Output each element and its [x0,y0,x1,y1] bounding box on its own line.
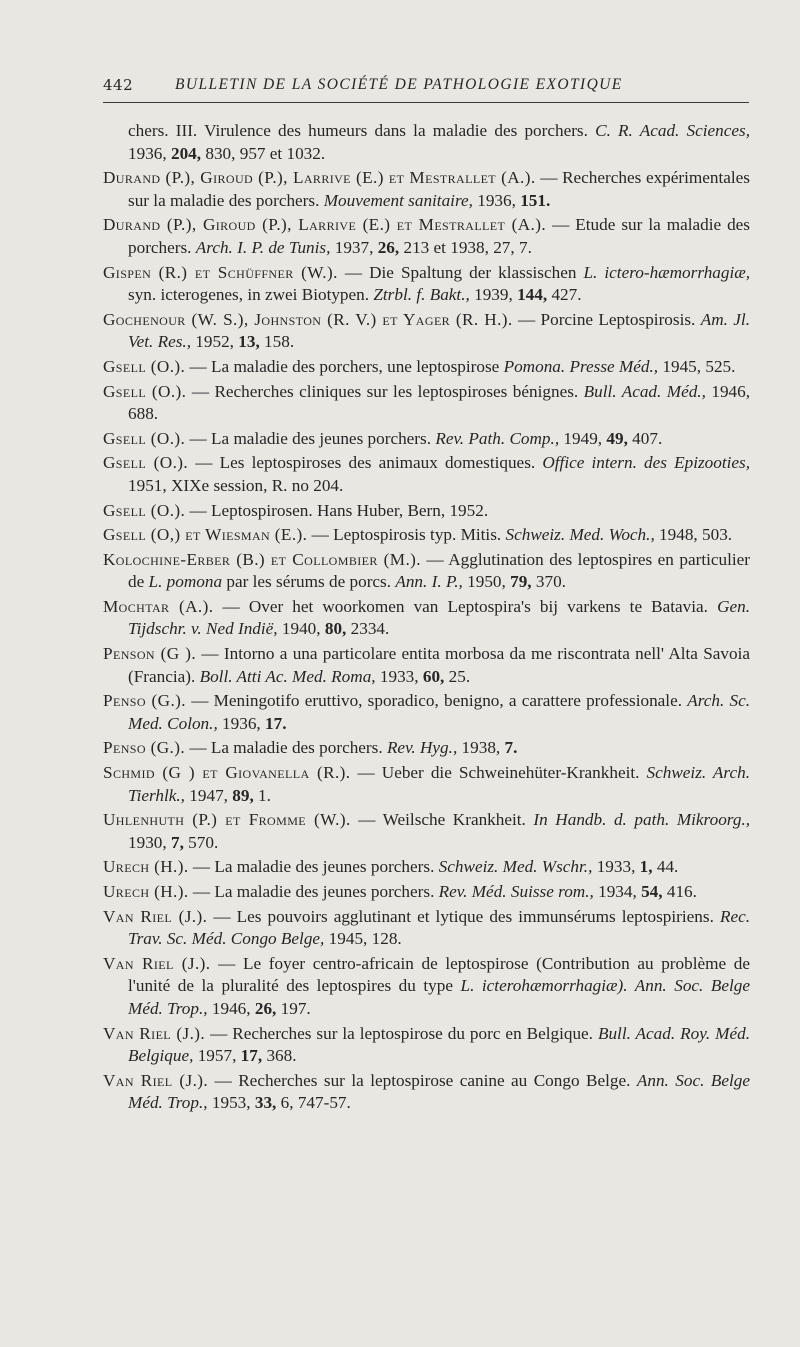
reference-title: — Recherches cliniques sur les leptospiroses bénignes. [191,381,579,401]
reference-authors: Durand (P.), Giroud (P.), Larrive (E.) et Mestrallet (A.). [103,168,536,188]
reference-pages: 407. [632,428,663,448]
reference-pages: 128. [371,929,402,949]
reference-year: 1951, XIXe session, R. no 204. [128,475,344,495]
reference-year: 1946, [211,998,251,1018]
reference-year: 1957, [197,1046,237,1066]
running-title: BULLETIN DE LA SOCIÉTÉ DE PATHOLOGIE EXOTIQUE [175,76,623,93]
reference-volume: 80, [324,619,347,639]
reference-source: Office intern. des Epizooties, [542,453,751,473]
reference-title: — Intorno a una particolare entita morbosa da me riscontrata nell' Alta Savoia (Francia). [128,644,750,686]
reference-volume: 79, [510,572,532,592]
reference-entry [103,428,750,451]
reference-volume: 144, [517,285,548,305]
reference-source: L. pomona [148,572,223,592]
reference-entry [103,214,750,259]
reference-entry [103,1070,750,1115]
reference-pages: 1. [258,785,271,805]
reference-title: — La maladie des porchers. [189,738,383,758]
reference-volume: 49, [606,428,628,448]
reference-volume: 33, [254,1093,277,1113]
reference-year: 1949, [563,428,603,448]
reference-source: Rev. Hyg., [386,738,458,758]
reference-pages: 370. [535,572,566,592]
reference-source: In Handb. d. path. Mikroorg., [533,810,751,830]
reference-title: — Leptospirosen. Hans Huber, Bern, 1952. [189,500,489,520]
reference-volume: 60, [422,666,445,686]
reference-title: — Les leptospiroses des animaux domestiques. [195,453,536,473]
reference-year: par les sérums de porcs. [226,572,392,592]
reference-volume: 7, [170,832,184,852]
reference-entry [103,906,750,951]
running-header [103,74,750,102]
reference-authors: Gsell (O.). [103,428,186,448]
reference-year: 1940, [281,619,321,639]
reference-volume: 89, [232,785,254,805]
reference-year: 1936, [128,143,167,163]
reference-year: 1937, [334,237,374,257]
reference-entry [103,881,750,904]
reference-entry [103,381,750,426]
reference-volume: 7. [504,738,518,758]
reference-pages: 44. [656,857,679,877]
reference-authors: Penso (G.). [103,691,186,711]
reference-title: — Recherches sur la leptospirose canine au Congo Belge. [214,1070,631,1090]
reference-source: Am. Jl. Vet. Res., [128,309,750,352]
reference-title: — Die Spaltung der klassischen [344,262,577,282]
reference-authors: Van Riel (J.). [103,953,211,973]
reference-title: — Recherches expérimentales sur la maladie des porchers. [128,168,750,210]
reference-year: 1945, [328,929,368,949]
reference-volume: 1, [639,857,653,877]
reference-authors: Schmid (G ) et Giovanella (R.). [103,763,351,783]
reference-authors: Gispen (R.) et Schüffner (W.). [103,262,338,282]
reference-year: 1952, [195,332,234,352]
reference-entry [103,953,750,1021]
reference-authors: Mochtar (A.). [103,596,214,616]
reference-source: Boll. Atti Ac. Med. Roma, [199,666,376,686]
reference-title: — Recherches sur la leptospirose du porc en Belgique. [210,1023,593,1043]
reference-authors: Urech (H.). [103,857,189,877]
reference-authors: Gsell (O,) et Wiesman (E.). [103,525,308,545]
reference-title: — Les pouvoirs agglutinant et lytique des immunsérums leptospiriens. [213,906,714,926]
reference-pages: 213 et 1938, 27, 7. [403,237,532,257]
reference-title: — La maladie des jeunes porchers. [189,428,432,448]
reference-title: — Leptospirosis typ. Mitis. [311,525,502,545]
reference-source: Schweiz. Med. Wschr., [438,857,593,877]
reference-entry [103,524,750,547]
reference-pages: 25. [448,666,471,686]
reference-title: — Meningotifo eruttivo, sporadico, benigno, a carattere professionale. [191,691,683,711]
reference-authors: Van Riel (J.). [103,1023,206,1043]
reference-year: 1948, [659,525,698,545]
reference-entry [103,167,750,212]
reference-authors: Urech (H.). [103,882,189,901]
reference-title: — Porcine Leptospirosis. [518,309,696,329]
reference-pages: 688. [128,404,159,424]
reference-year: 1934, [598,882,637,901]
reference-pages: 2334. [350,619,390,639]
reference-authors: Gochenour (W. S.), Johnston (R. V.) et Yager (R. H.). [103,309,513,329]
reference-source: L. icterohæmorrhagiæ). Ann. Soc. Belge Méd. Trop., [128,976,751,1018]
reference-year: 1945, [662,356,702,376]
reference-year: syn. icterogenes, in zwei Biotypen. [128,285,370,305]
reference-volume: 26, [377,237,400,257]
reference-authors: Durand (P.), Giroud (P.), Larrive (E.) et Mestrallet (A.). [103,215,547,235]
reference-pages: 830, 957 et 1032. [205,143,326,163]
reference-entry [103,737,750,760]
reference-pages: 368. [266,1046,297,1066]
reference-source: Ann. Soc. Belge Méd. Trop., [128,1070,750,1113]
reference-year: 1938, [461,738,501,758]
reference-source: Mouvement sanitaire, [323,190,473,210]
reference-year: 1936, [477,190,516,210]
reference-title: — La maladie des porchers, une leptospirose [189,356,500,376]
reference-entry [103,309,750,354]
reference-entry [103,762,750,807]
reference-year: 1939, [474,285,513,305]
reference-source: Rev. Path. Comp., [435,428,560,448]
reference-volume: 17, [240,1046,263,1066]
reference-source: Arch. Sc. Med. Colon., [128,691,751,733]
reference-title: — La maladie des jeunes porchers. [192,857,435,877]
reference-list [103,120,750,1117]
reference-authors: Kolochine-Erber (B.) et Collombier (M.). [103,549,421,569]
reference-entry [103,596,750,641]
reference-source: Ztrbl. f. Bakt., [373,285,470,305]
reference-year: 1930, [128,832,167,852]
reference-authors: Uhlenhuth (P.) et Fromme (W.). [103,810,351,830]
reference-entry [103,452,750,497]
reference-source: Rev. Méd. Suisse rom., [438,882,594,901]
reference-volume: 26, [254,998,277,1018]
reference-pages: 503. [702,525,733,545]
reference-volume: 204, [170,143,202,163]
reference-entry [103,120,750,165]
reference-entry [103,856,750,879]
reference-source: C. R. Acad. Sciences, [595,121,750,140]
reference-entry [103,500,750,523]
reference-pages: 416. [666,882,697,901]
reference-year: 1933, [596,857,636,877]
reference-title: — La maladie des jeunes porchers. [192,882,435,901]
reference-authors: Gsell (O.). [103,356,186,376]
reference-pages: 427. [551,285,582,305]
reference-entry [103,690,750,735]
reference-pages: 6, 747-57. [280,1093,351,1113]
reference-entry [103,549,750,594]
page-number: 442 [103,76,134,94]
reference-entry [103,262,750,307]
reference-pages: 525. [705,356,736,376]
reference-volume: 54, [641,882,663,901]
reference-authors: Van Riel (J.). [103,1070,209,1090]
reference-title: — Weilsche Krankheit. [358,810,526,830]
reference-entry [103,809,750,854]
reference-year: 1953, [211,1093,251,1113]
reference-volume: 151. [520,190,551,210]
reference-title: chers. III. Virulence des humeurs dans la maladie des porchers. [128,121,588,140]
reference-source: Schweiz. Arch. Tierhlk., [128,763,751,805]
reference-source: Bull. Acad. Roy. Méd. Belgique, [128,1023,750,1066]
reference-volume: 13, [238,332,260,352]
reference-title: — Over het woorkomen van Leptospira's bij varkens te Batavia. [222,596,708,616]
reference-authors: Gsell (O.). [103,453,189,473]
reference-authors: Gsell (O.). [103,381,187,401]
reference-authors: Penso (G.). [103,738,186,758]
reference-year: 1936, [222,713,261,733]
reference-year: 1946, [711,381,751,401]
reference-title: — Ueber die Schweinehüter-Krankheit. [357,763,640,783]
reference-source: Ann. I. P., [395,572,463,592]
reference-source: Arch. I. P. de Tunis, [195,237,331,257]
reference-pages: 158. [264,332,295,352]
reference-entry [103,356,750,379]
reference-title: — Le foyer centro-africain de leptospirose (Contribution au problème de l'unité de la pluralité des leptospires du type [128,953,750,996]
reference-title: — Etude sur la maladie des porchers. [128,215,750,257]
reference-source: Pomona. Presse Méd., [503,356,659,376]
reference-source: Schweiz. Med. Woch., [505,525,655,545]
reference-authors: Van Riel (J.). [103,906,208,926]
reference-entry [103,643,750,688]
reference-year: 1950, [467,572,506,592]
reference-source: L. ictero-hæmorrhagiæ, [583,262,751,282]
reference-authors: Gsell (O.). [103,500,186,520]
reference-year: 1933, [379,666,419,686]
reference-title: — Agglutination des leptospires en particulier de [128,549,751,592]
reference-year: 1947, [189,785,228,805]
header-rule [103,102,749,103]
reference-source: Gen. Tijdschr. v. Ned Indië, [128,596,751,639]
reference-pages: 197. [280,998,311,1018]
reference-source: Rec. Trav. Sc. Méd. Congo Belge, [128,906,751,949]
reference-volume: 17. [265,713,287,733]
reference-pages: 570. [188,832,219,852]
reference-entry [103,1023,750,1068]
reference-authors: Penson (G ). [103,644,197,664]
reference-source: Bull. Acad. Méd., [583,381,706,401]
